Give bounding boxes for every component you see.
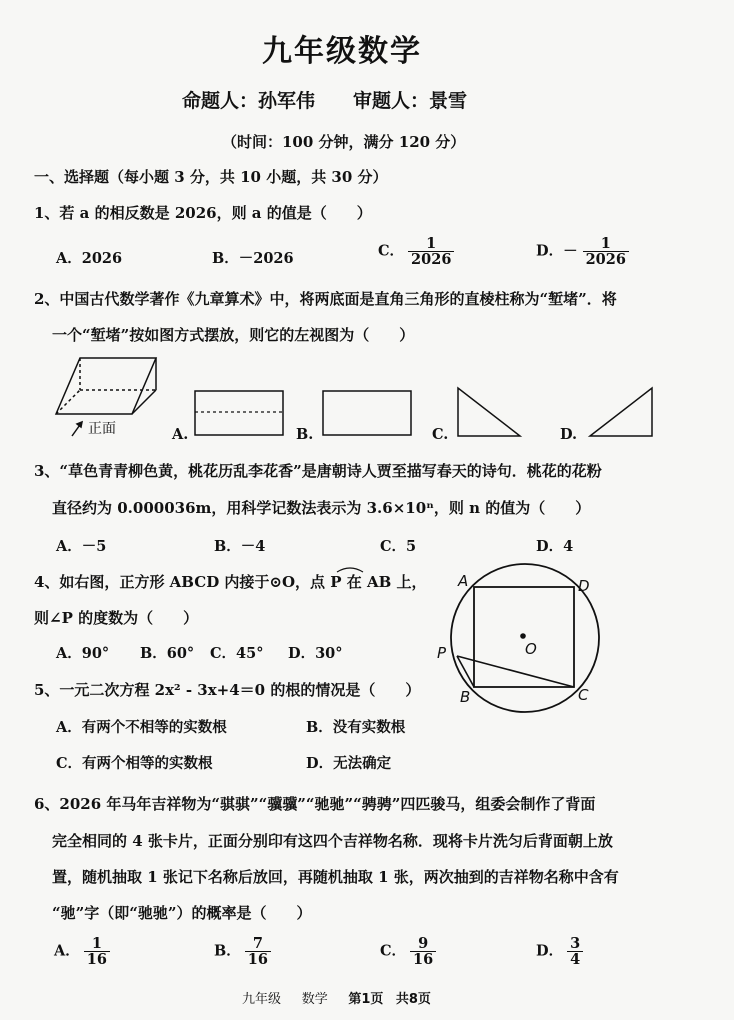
q1-option-b: B．－2026 [212, 250, 294, 267]
footer-page: 第1页 [348, 992, 384, 1007]
question-5-stem: 5、一元二次方程 2x² - 3x+4＝0 的根的情况是（ ） [34, 681, 421, 699]
q1-option-c [378, 236, 454, 267]
q1-option-d-label: D． [536, 242, 564, 260]
q5-option-a: A．有两个不相等的实数根 [56, 719, 227, 736]
question-1-stem: 1、若 a 的相反数是 2026，则 a 的值是（ ） [34, 204, 372, 222]
q6-option-b-fraction [245, 936, 271, 967]
fraction-numerator: 9 [418, 935, 429, 952]
q2-option-b-label: B. [296, 426, 314, 443]
footer-subject: 数学 [301, 992, 328, 1007]
q2-option-d-figure [586, 386, 658, 442]
question-3-line-1: 3、“草色青青柳色黄，桃花历乱李花香”是唐朝诗人贾至描写春天的诗句．桃花的花粉 [34, 462, 602, 480]
question-2-line-1: 2、中国古代数学著作《九章算术》中，将两底面是直角三角形的直棱柱称为“堑堵”．将 [34, 290, 617, 308]
q3-option-a: A．－5 [56, 538, 107, 555]
q6-option-a [54, 936, 110, 967]
authors-line: 命题人：孙军伟 审题人：景雪 [182, 90, 468, 112]
negative-sign: － [563, 242, 578, 260]
arc-mark [335, 564, 365, 574]
q4-option-d: D．30° [288, 645, 343, 662]
q5-option-c: C．有两个相等的实数根 [56, 755, 213, 772]
question-6-line-3: 置，随机抽取 1 张记下名称后放回，再随机抽取 1 张，两次抽到的吉祥物名称中含有 [52, 868, 619, 886]
q6-option-c-fraction [410, 936, 436, 967]
q6-option-c [380, 936, 436, 967]
q6-option-a-label: A． [54, 942, 80, 960]
question-3-line-2: 直径约为 0.000036m，用科学记数法表示为 3.6×10ⁿ，则 n 的值为（ ） [52, 499, 591, 517]
fraction-denominator: 16 [410, 951, 436, 967]
fraction-numerator: 1 [426, 235, 437, 252]
q2-option-c-label: C. [432, 426, 449, 443]
q6-option-d [536, 936, 583, 967]
q3-option-b: B．－4 [214, 538, 266, 555]
question-4-line-1: 4、如右图，正方形 ABCD 内接于⊙O，点 P 在 AB 上， [34, 573, 427, 591]
q6-option-a-fraction [84, 936, 110, 967]
fraction-numerator: 7 [252, 935, 263, 952]
point-c-label: C [578, 686, 589, 704]
point-a-label: A [458, 572, 469, 590]
q2-option-a-figure [194, 390, 286, 440]
footer-total: 共8页 [395, 992, 431, 1007]
fraction-denominator: 16 [245, 951, 271, 967]
q2-option-a-label: A. [172, 426, 189, 443]
q5-option-d: D．无法确定 [306, 755, 392, 772]
footer-grade: 九年级 [242, 992, 282, 1007]
point-d-label: D [578, 577, 590, 595]
q1-option-d-fraction [583, 236, 629, 267]
point-o-label: O [525, 640, 537, 658]
fraction-denominator: 2026 [583, 251, 629, 267]
point-p-label: P [437, 644, 447, 662]
q1-option-c-label: C． [378, 242, 405, 260]
front-label: 正面 [88, 421, 116, 437]
fraction-denominator: 16 [84, 951, 110, 967]
question-2-line-2: 一个“堑堵”按如图方式摆放，则它的左视图为（ ） [52, 326, 415, 344]
fraction-denominator: 4 [567, 951, 583, 967]
q1-option-d [536, 236, 629, 267]
fraction-denominator: 2026 [408, 251, 454, 267]
question-4-line-2: 则∠P 的度数为（ ） [34, 609, 199, 627]
question-6-line-1: 6、2026 年马年吉祥物为“骐骐”“骥骥”“驰驰”“骋骋”四匹骏马，组委会制作了背面 [34, 795, 596, 813]
q1-option-c-fraction [408, 236, 454, 267]
q6-option-b [214, 936, 271, 967]
q6-option-c-label: C． [380, 942, 407, 960]
fraction-numerator: 1 [91, 935, 102, 952]
fraction-numerator: 3 [570, 935, 581, 952]
question-6-line-4: “驰”字（即“驰驰”）的概率是（ ） [52, 904, 312, 922]
q4-option-b: B．60° [140, 645, 195, 662]
time-info: （时间：100 分钟，满分 120 分） [222, 133, 466, 151]
question-6-line-2: 完全相同的 4 张卡片，正面分别印有这四个吉祥物名称．现将卡片洗匀后背面朝上放 [52, 832, 613, 850]
q6-option-d-label: D． [536, 942, 564, 960]
q6-option-d-fraction [567, 936, 583, 967]
fraction-numerator: 1 [600, 235, 611, 252]
point-b-label: B [460, 688, 471, 706]
q6-option-b-label: B． [214, 942, 241, 960]
q2-option-b-figure [322, 390, 414, 440]
q3-option-d: D．4 [536, 538, 574, 555]
q5-option-b: B．没有实数根 [306, 719, 406, 736]
q4-option-a: A．90° [56, 645, 110, 662]
q4-option-c: C．45° [210, 645, 264, 662]
q2-option-c-figure [456, 386, 526, 442]
page-footer [242, 988, 431, 1007]
section-heading: 一、选择题（每小题 3 分，共 10 小题，共 30 分） [34, 168, 388, 186]
q1-option-a: A．2026 [56, 250, 123, 267]
q3-option-c: C．5 [380, 538, 417, 555]
q2-option-d-label: D. [560, 426, 578, 443]
page-title: 九年级数学 [262, 34, 422, 69]
